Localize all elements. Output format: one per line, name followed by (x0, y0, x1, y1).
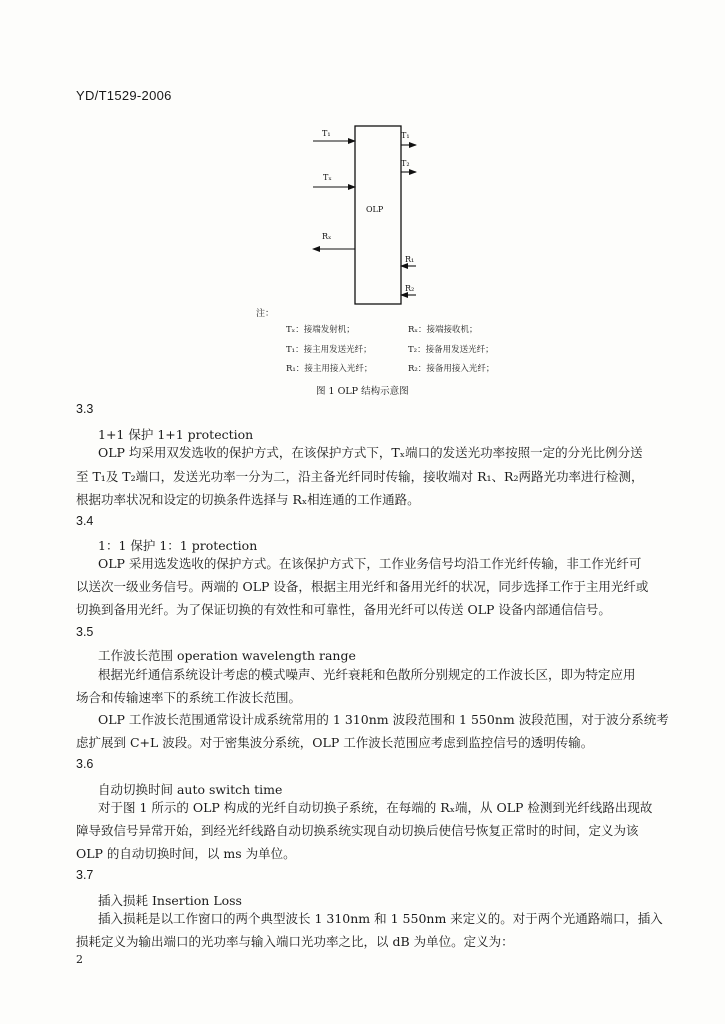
port-label-t1-right: T₁ (401, 131, 410, 140)
paragraph-line: OLP 采用选发选收的保护方式。在该保护方式下，工作业务信号均沿工作光纤传输，非工作光纤可 (98, 556, 642, 571)
note-item: T₂：接备用发送光纤； (408, 345, 494, 355)
paragraph-line: 损耗定义为输出端口的光功率与输入端口光功率之比，以 dB 为单位。定义为： (76, 934, 514, 949)
section-number: 3.6 (76, 757, 94, 771)
paragraph-line: OLP 的自动切换时间，以 ms 为单位。 (76, 846, 296, 861)
document-id: YD/T1529-2006 (76, 88, 172, 103)
paragraph-line: 虑扩展到 C+L 波段。对于密集波分系统，OLP 工作波长范围应考虑到监控信号的透明传输。 (76, 735, 594, 750)
paragraph-line: 以送次一级业务信号。两端的 OLP 设备，根据主用光纤和备用光纤的状况，同步选择工作于主用光纤或 (76, 579, 649, 594)
figure-caption: 图 1 OLP 结构示意图 (316, 386, 409, 397)
port-label-t2-right: T₂ (401, 159, 410, 168)
paragraph-line: 至 T₁及 T₂端口，发送光功率一分为二，沿主备光纤同时传输，接收端对 R₁、R₂两路光功率进行检测， (76, 469, 644, 484)
section-number: 3.5 (76, 625, 94, 639)
section-title: 自动切换时间 auto switch time (98, 782, 283, 797)
port-label-rx: Rₓ (322, 232, 332, 241)
note-item: Tₓ：接端发射机； (286, 325, 355, 335)
paragraph-line: OLP 均采用双发选收的保护方式，在该保护方式下，Tₓ端口的发送光功率按照一定的分光比例分送 (98, 445, 643, 460)
paragraph-line: 插入损耗是以工作窗口的两个典型波长 1 310nm 和 1 550nm 来定义的。对于两个光通路端口，插入 (98, 911, 663, 926)
section-number: 3.7 (76, 868, 94, 882)
port-label-tx: Tₓ (323, 173, 332, 182)
olp-box (355, 126, 401, 304)
port-label-t1-top: T₁ (322, 129, 331, 138)
section-title: 1：1 保护 1：1 protection (98, 538, 258, 553)
paragraph-line: 场合和传输速率下的系统工作波长范围。 (76, 690, 302, 705)
paragraph-line: OLP 工作波长范围通常设计成系统常用的 1 310nm 波段范围和 1 550nm 波段范围，对于波分系统考 (98, 712, 669, 727)
paragraph-line: 障导致信号异常开始，到经光纤线路自动切换系统实现自动切换后使信号恢复正常时的时间，定义为该 (76, 823, 639, 838)
section-number: 3.3 (76, 402, 94, 416)
port-label-r1: R₁ (405, 255, 415, 264)
note-item: R₂：接备用接入光纤； (408, 364, 495, 374)
section-number: 3.4 (76, 514, 94, 528)
paragraph-line: 根据功率状况和设定的切换条件选择与 Rₓ相连通的工作通路。 (76, 492, 420, 507)
figure-note-label: 注： (256, 309, 275, 319)
section-title: 1+1 保护 1+1 protection (98, 427, 254, 442)
note-item: R₁：接主用接入光纤； (286, 364, 373, 374)
section-title: 工作波长范围 operation wavelength range (98, 648, 356, 663)
port-label-r2: R₂ (405, 284, 415, 293)
olp-box-label: OLP (366, 205, 384, 214)
paragraph-line: 根据光纤通信系统设计考虑的模式噪声、光纤衰耗和色散所分别规定的工作波长区，即为特定应用 (98, 667, 636, 682)
paragraph-line: 对于图 1 所示的 OLP 构成的光纤自动切换子系统，在每端的 Rₓ端，从 OLP 检测到光纤线路出现故 (98, 800, 653, 815)
paragraph-line: 切换到备用光纤。为了保证切换的有效性和可靠性，备用光纤可以传送 OLP 设备内部通信信号。 (76, 602, 611, 617)
note-item: T₁：接主用发送光纤； (286, 345, 372, 355)
olp-structure-diagram (0, 0, 725, 400)
section-title: 插入损耗 Insertion Loss (98, 893, 242, 908)
page-number: 2 (76, 953, 83, 966)
note-item: Rₓ：接端接收机； (408, 325, 478, 335)
